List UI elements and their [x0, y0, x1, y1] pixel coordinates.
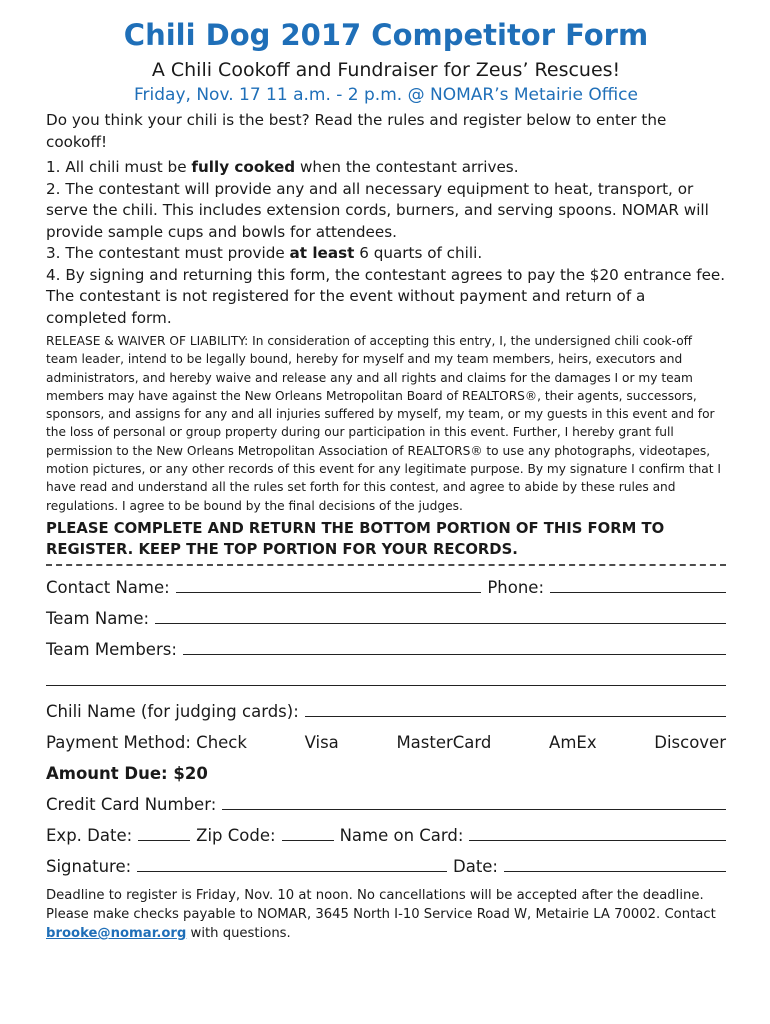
signature-field[interactable]	[137, 853, 447, 872]
team-name-field[interactable]	[155, 605, 726, 624]
rule-3: 3. The contestant must provide at least 6 quarts of chili.	[46, 244, 483, 262]
exp-date-field[interactable]	[138, 822, 190, 841]
chili-name-field[interactable]	[305, 698, 726, 717]
team-name-label: Team Name:	[46, 608, 150, 628]
team-members-row-2	[46, 659, 726, 690]
competitor-form	[46, 14, 726, 943]
phone-field[interactable]	[550, 574, 726, 593]
contact-email-link[interactable]: brooke@nomar.org	[46, 925, 187, 941]
payment-option-visa[interactable]: Visa	[304, 732, 339, 752]
contact-row	[46, 566, 726, 597]
card-number-label: Credit Card Number:	[46, 794, 217, 814]
rule-4: 4. By signing and returning this form, the contestant agrees to pay the $20 entrance fee. The contestant is not registered for the event without payment and return of a completed form.	[46, 265, 726, 327]
rules-list	[46, 157, 726, 329]
phone-label: Phone:	[487, 577, 544, 597]
form-title: Chili Dog 2017 Competitor Form	[123, 18, 649, 52]
form-subtitle: A Chili Cookoff and Fundraiser for Zeus’ Rescues!	[151, 59, 621, 81]
date-label: Date:	[453, 856, 498, 876]
signature-label: Signature:	[46, 856, 132, 876]
signature-row	[46, 845, 726, 876]
team-members-field[interactable]	[183, 636, 726, 655]
zip-code-field[interactable]	[282, 822, 334, 841]
payment-option-amex[interactable]: AmEx	[549, 732, 597, 752]
name-on-card-label: Name on Card:	[339, 825, 464, 845]
amount-due-row	[46, 752, 726, 783]
chili-name-label: Chili Name (for judging cards):	[46, 701, 299, 721]
team-members-field-2[interactable]	[46, 667, 726, 686]
contact-name-label: Contact Name:	[46, 577, 170, 597]
intro-text: Do you think your chili is the best? Read the rules and register below to enter the cookoff!	[46, 111, 667, 151]
team-members-label: Team Members:	[46, 639, 177, 659]
amount-due: Amount Due: $20	[46, 763, 208, 783]
payment-method-row	[46, 721, 726, 752]
exp-date-label: Exp. Date:	[46, 825, 133, 845]
rule-2: 2. The contestant will provide any and all necessary equipment to heat, transport, or serve the chili. This includes extension cords, burners, and serving spoons. NOMAR will provide sample cups and bowls for attendees.	[46, 179, 709, 241]
footer-note: Deadline to register is Friday, Nov. 10 at noon. No cancellations will be accepted after the deadline. Please make checks payable to NOMAR, 3645 North I-10 Service Road W, Metairie LA 70002. Contact brooke@nomar.org with questions.	[46, 887, 716, 941]
payment-option-discover[interactable]: Discover	[654, 732, 726, 752]
chili-name-row	[46, 690, 726, 721]
card-number-field[interactable]	[222, 791, 726, 810]
zip-code-label: Zip Code:	[196, 825, 276, 845]
payment-method-check[interactable]: Payment Method: Check	[46, 732, 247, 752]
liability-waiver: RELEASE & WAIVER OF LIABILITY: In consideration of accepting this entry, I, the undersigned chili cook-off team leader, intend to be legally bound, hereby for myself and my team members, heirs, executors and administrators, and hereby waive and release any and all rights and claims for the damages I or my team members may have against the New Orleans Metropolitan Board of REALTORS®, their agents, successors, sponsors, and assigns for any and all injuries suffered by myself, my team, or my guests in this event and for the loss of personal or group property during our participation in this event. Further, I hereby grant full permission to the New Orleans Metropolitan Association of REALTORS® to use any photographs, videotapes, motion pictures, or any other records of this event for any legitimate purpose. By my signature I confirm that I have read and understand all the rules set forth for this contest, and agree to abide by these rules and regulations. I agree to be bound by the final decisions of the judges.	[46, 334, 721, 513]
rule-1: 1. All chili must be fully cooked when the contestant arrives.	[46, 158, 519, 176]
name-on-card-field[interactable]	[469, 822, 726, 841]
card-number-row	[46, 783, 726, 814]
card-details-row	[46, 814, 726, 845]
return-instructions: PLEASE COMPLETE AND RETURN THE BOTTOM PORTION OF THIS FORM TO REGISTER. KEEP THE TOP PORTION FOR YOUR RECORDS.	[46, 519, 665, 559]
date-field[interactable]	[504, 853, 726, 872]
event-details: Friday, Nov. 17 11 a.m. - 2 p.m. @ NOMAR’s Metairie Office	[134, 85, 638, 105]
contact-name-field[interactable]	[176, 574, 482, 593]
payment-option-mastercard[interactable]: MasterCard	[396, 732, 492, 752]
team-name-row	[46, 597, 726, 628]
team-members-row	[46, 628, 726, 659]
